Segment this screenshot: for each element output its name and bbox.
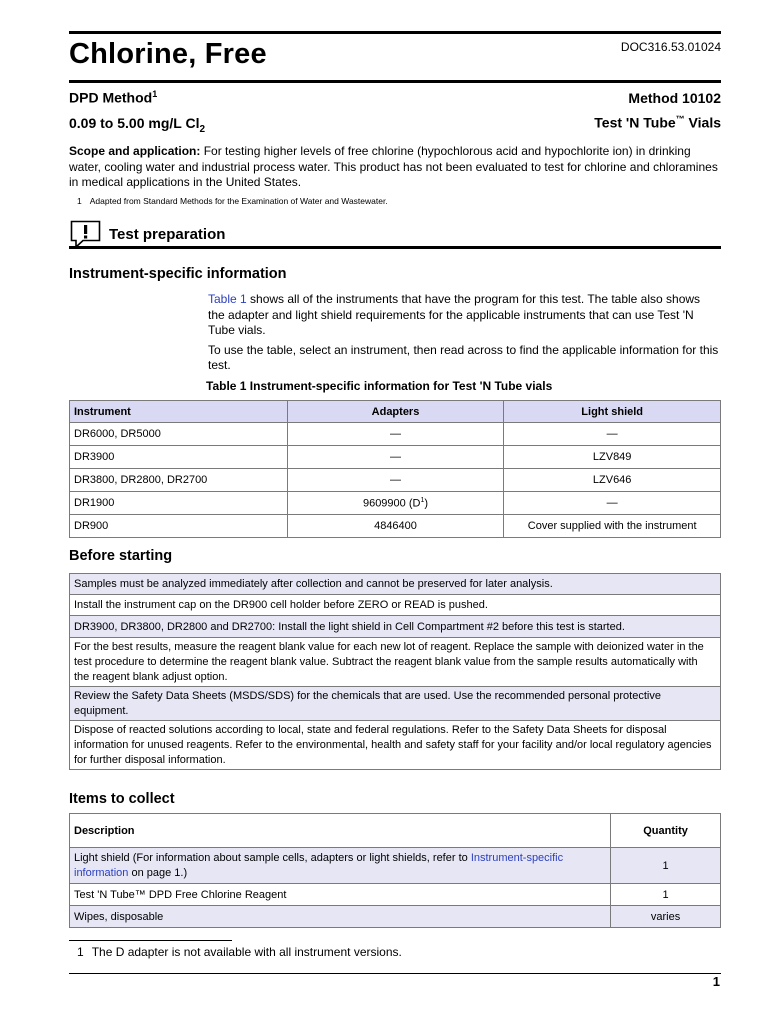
range-right-tm: ™ xyxy=(675,114,685,124)
page-number: 1 xyxy=(712,974,720,989)
top-rule xyxy=(69,31,721,34)
table1-cell: — xyxy=(287,446,504,469)
items-row1-pre: Light shield (For information about sample cells, adapters or light shields, refer to xyxy=(74,851,471,864)
footnote-1 xyxy=(77,196,388,206)
method-left-sup: 1 xyxy=(152,89,158,99)
table1-cell: DR900 xyxy=(70,515,288,538)
method-left-text: DPD Method xyxy=(69,89,153,106)
method-right: Method 10102 xyxy=(628,90,721,106)
range-left xyxy=(69,115,205,135)
doc-id: DOC316.53.01024 xyxy=(620,40,721,54)
bottom-rule xyxy=(69,973,721,974)
table1-cell: — xyxy=(504,423,721,446)
scope-label: Scope and application: xyxy=(69,144,201,158)
scope-text: For testing higher levels of free chlorine (hypochlorous acid and hypochlorite ion) in drinking water, cooling water and industrial process water. This product has not been evaluated to test for chlorine and chloramines in medical applications in the United States. xyxy=(69,144,718,189)
before-item: Review the Safety Data Sheets (MSDS/SDS) for the chemicals that are used. Use the recommended personal protective equipment. xyxy=(70,687,721,721)
items-row1-post: on page 1.) xyxy=(128,866,188,879)
table1-cell: DR6000, DR5000 xyxy=(70,423,288,446)
section-rule xyxy=(69,246,721,249)
table1-cell: LZV849 xyxy=(504,446,721,469)
footnote-2-text: The D adapter is not available with all instrument versions. xyxy=(91,945,402,959)
before-item: DR3900, DR3800, DR2800 and DR2700: Install the light shield in Cell Compartment #2 before this test is started. xyxy=(70,616,721,638)
table1-cell xyxy=(287,492,504,515)
table1-header: Adapters xyxy=(287,401,504,423)
table1-para1 xyxy=(208,292,720,339)
table1-cell: DR1900 xyxy=(70,492,288,515)
items-header: Quantity xyxy=(611,814,721,848)
items-qty: 1 xyxy=(611,884,721,906)
range-left-sub: 2 xyxy=(199,123,206,135)
table1-caption: Table 1 Instrument-specific information for Test 'N Tube vials xyxy=(206,379,553,393)
method-left xyxy=(69,89,157,106)
items-cell: Test 'N Tube™ DPD Free Chlorine Reagent xyxy=(70,884,611,906)
table1-intro xyxy=(208,292,720,374)
before-starting-table xyxy=(69,573,721,770)
table1-cell: — xyxy=(287,469,504,492)
items-heading: Items to collect xyxy=(69,791,175,807)
range-right-main: Test 'N Tube xyxy=(594,114,676,131)
items-cell xyxy=(70,848,611,884)
footnote-1-text: Adapted from Standard Methods for the Examination of Water and Wastewater. xyxy=(89,196,388,206)
table1-para2: To use the table, select an instrument, then read across to find the applicable information for this test. xyxy=(208,342,719,372)
before-item: For the best results, measure the reagent blank value for each new lot of reagent. Replace the sample with deionized water in the test procedure to determine the reagent blank value. Subtract the reagent blank value from the sample results automatically with the reagent blank adjust option. xyxy=(70,638,721,687)
table1-header: Light shield xyxy=(504,401,721,423)
section-title: Test preparation xyxy=(109,226,226,243)
range-left-text: 0.09 to 5.00 mg/L Cl xyxy=(69,115,200,131)
table1-cell: — xyxy=(287,423,504,446)
table1-cell: DR3800, DR2800, DR2700 xyxy=(70,469,288,492)
dr1900-sup: 1 xyxy=(420,496,425,504)
instrument-info-link[interactable]: Instrument-specific information xyxy=(74,851,564,879)
page-title: Chlorine, Free xyxy=(69,38,267,70)
table1-cell: Cover supplied with the instrument xyxy=(504,515,721,538)
footnote-rule xyxy=(69,940,232,941)
items-table xyxy=(69,813,721,928)
before-item: Samples must be analyzed immediately after collection and cannot be preserved for later analysis. xyxy=(70,574,721,595)
items-cell: Wipes, disposable xyxy=(70,906,611,928)
table1-link[interactable]: Table 1 xyxy=(208,292,247,306)
footnote-2 xyxy=(77,945,402,959)
table1-cell: — xyxy=(504,492,721,515)
range-right xyxy=(594,114,721,131)
before-heading: Before starting xyxy=(69,548,173,564)
scope-paragraph xyxy=(69,144,723,191)
table1-cell: LZV646 xyxy=(504,469,721,492)
range-right-end: Vials xyxy=(684,114,721,131)
before-item: Install the instrument cap on the DR900 cell holder before ZERO or READ is pushed. xyxy=(70,595,721,616)
title-rule xyxy=(69,80,721,83)
dr1900-adapter: 9609900 (D xyxy=(362,497,421,510)
items-qty: 1 xyxy=(611,848,721,884)
instrument-table xyxy=(69,400,721,538)
footnote-2-num: 1 xyxy=(77,945,84,959)
table1-para1-rest: shows all of the instruments that have the program for this test. The table also shows the adapter and light shield requirements for the applicable instruments that can use Test 'N Tube vials. xyxy=(208,292,701,337)
items-header: Description xyxy=(70,814,611,848)
items-qty: varies xyxy=(611,906,721,928)
table1-cell: DR3900 xyxy=(70,446,288,469)
table1-header: Instrument xyxy=(70,401,288,423)
before-item: Dispose of reacted solutions according to local, state and federal regulations. Refer to the Safety Data Sheets for disposal information for unused reagents. Refer to the environmental, health and safety staff for your facility and/or local regulatory agencies for further disposal information. xyxy=(70,721,721,770)
footnote-1-num: 1 xyxy=(77,196,82,206)
instrument-heading: Instrument-specific information xyxy=(69,266,287,282)
table1-cell: 4846400 xyxy=(287,515,504,538)
dr1900-close: ) xyxy=(424,497,429,510)
